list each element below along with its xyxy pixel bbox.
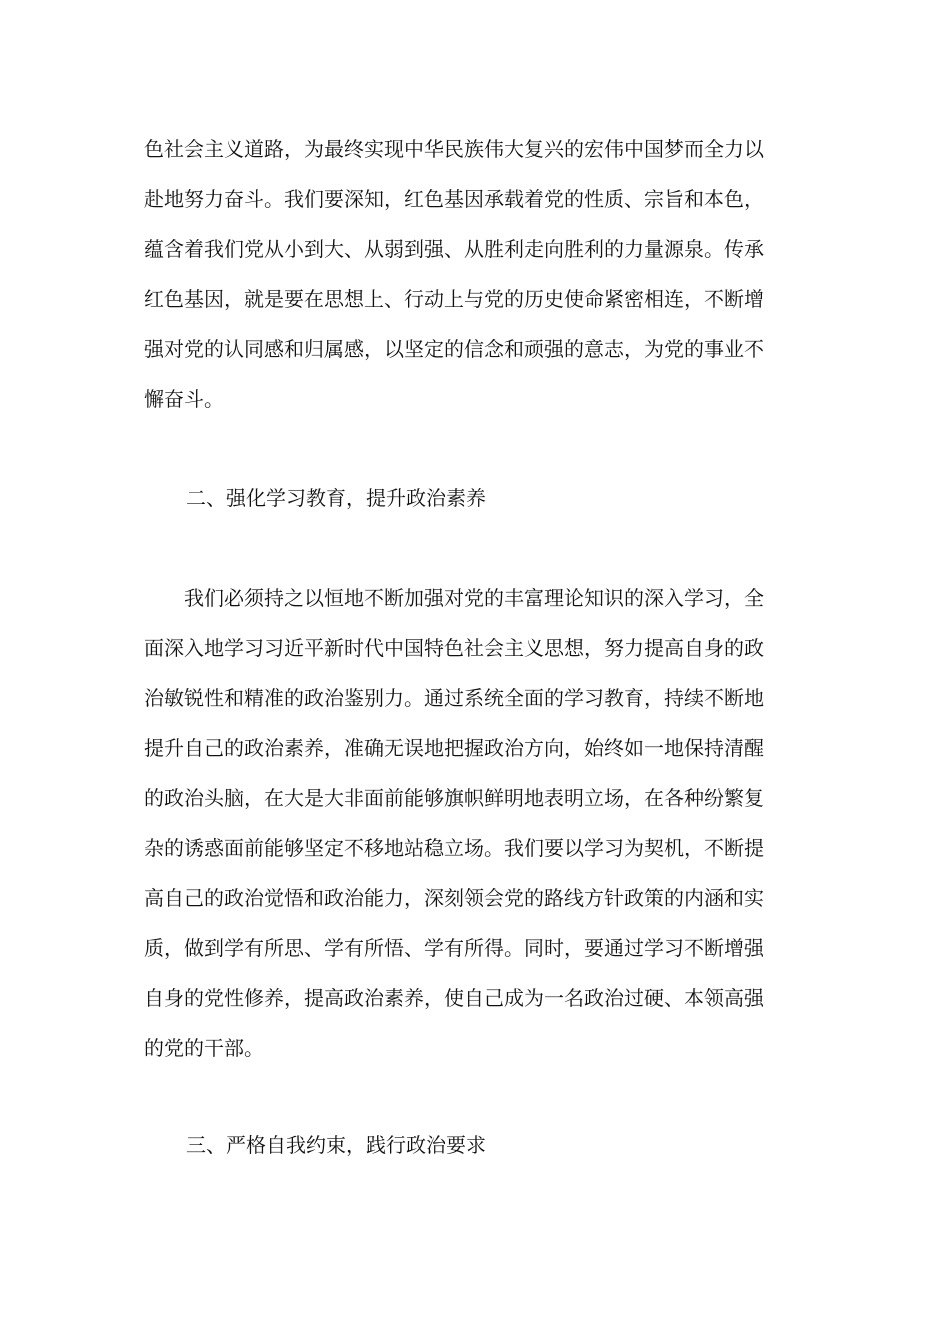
paragraph-2 — [144, 573, 808, 1073]
paragraph-1 — [144, 124, 808, 424]
paragraph-2-line: 质，做到学有所思、学有所悟、学有所得。同时，要通过学习不断增强 — [144, 936, 764, 960]
paragraph-2-line: 的政治头脑，在大是大非面前能够旗帜鲜明地表明立场，在各种纷繁复 — [144, 786, 764, 810]
paragraph-2-line: 提升自己的政治素养，准确无误地把握政治方向，始终如一地保持清醒 — [144, 736, 764, 760]
paragraph-2-line: 自身的党性修养，提高政治素养，使自己成为一名政治过硬、本领高强 — [144, 986, 764, 1010]
paragraph-1-line: 色社会主义道路，为最终实现中华民族伟大复兴的宏伟中国梦而全力以 — [144, 137, 764, 161]
paragraph-1-line: 懈奋斗。 — [144, 387, 224, 411]
section-heading-3: 三、严格自我约束，践行政治要求 — [186, 1133, 486, 1157]
paragraph-1-line: 红色基因，就是要在思想上、行动上与党的历史使命紧密相连，不断增 — [144, 287, 764, 311]
paragraph-2-line: 我们必须持之以恒地不断加强对党的丰富理论知识的深入学习，全 — [184, 586, 764, 610]
paragraph-2-line: 高自己的政治觉悟和政治能力，深刻领会党的路线方针政策的内涵和实 — [144, 886, 764, 910]
paragraph-1-line: 强对党的认同感和归属感，以坚定的信念和顽强的意志，为党的事业不 — [144, 337, 764, 361]
paragraph-2-line: 的党的干部。 — [144, 1036, 264, 1060]
paragraph-2-line: 面深入地学习习近平新时代中国特色社会主义思想，努力提高自身的政 — [144, 636, 764, 660]
paragraph-2-line: 杂的诱惑面前能够坚定不移地站稳立场。我们要以学习为契机，不断提 — [144, 836, 764, 860]
paragraph-2-line: 治敏锐性和精准的政治鉴别力。通过系统全面的学习教育，持续不断地 — [144, 686, 764, 710]
section-heading-2: 二、强化学习教育，提升政治素养 — [186, 486, 486, 510]
paragraph-1-line: 赴地努力奋斗。我们要深知，红色基因承载着党的性质、宗旨和本色， — [144, 187, 764, 211]
paragraph-1-line: 蕴含着我们党从小到大、从弱到强、从胜利走向胜利的力量源泉。传承 — [144, 237, 764, 261]
